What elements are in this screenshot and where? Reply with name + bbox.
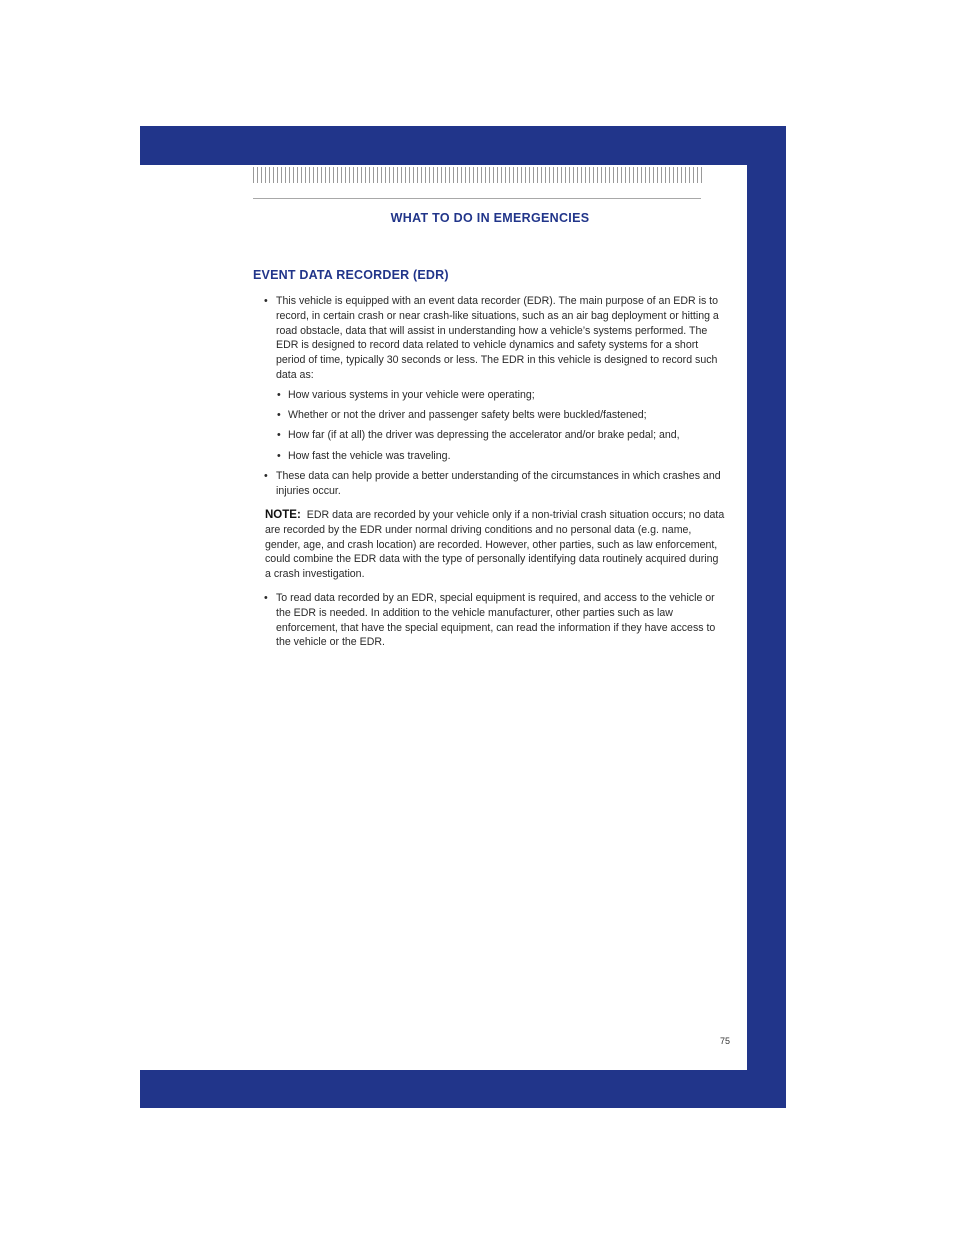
- sub-bullet-text: How various systems in your vehicle were operating;: [288, 389, 535, 401]
- sub-bullet-item: [277, 428, 727, 443]
- frame-right-band: [747, 126, 786, 1108]
- section-title: WHAT TO DO IN EMERGENCIES: [390, 211, 590, 225]
- bullet-icon: •: [277, 409, 281, 421]
- sub-bullet-item: [277, 388, 727, 403]
- bullet-item: [264, 591, 730, 650]
- edr-heading: EVENT DATA RECORDER (EDR): [253, 268, 449, 282]
- sub-bullet-text: How fast the vehicle was traveling.: [288, 450, 451, 462]
- note-label: NOTE:: [265, 509, 301, 521]
- note-text: EDR data are recorded by your vehicle only if a non-trivial crash situation occurs; no data are recorded by the EDR under normal driving conditions and no personal data (e.g. name, gender, age, and crash location) are recorded. However, other parties, such as law enforcement, could combine the EDR data with the type of personally identifying data routinely acquired during a crash investigation.: [265, 509, 725, 581]
- frame-top-band: [140, 126, 786, 165]
- sub-bullet-item: [277, 449, 727, 464]
- sub-bullet-text: Whether or not the driver and passenger safety belts were buckled/fastened;: [288, 409, 647, 421]
- bullet-icon: •: [277, 450, 281, 462]
- bullet-item: [264, 294, 730, 383]
- bullet-text: This vehicle is equipped with an event data recorder (EDR). The main purpose of an EDR is to record, in certain crash or near crash-like situations, such as an air bag deployment or hitting a road obstacle, data that will assist in understanding how a vehicle’s systems performed. The EDR is designed to record data related to vehicle dynamics and safety systems for a short period of time, typically 30 seconds or less. The EDR in this vehicle is designed to record such data as:: [276, 295, 719, 381]
- bullet-icon: •: [277, 389, 281, 401]
- note-paragraph: [265, 508, 727, 582]
- bullet-item: [264, 469, 730, 499]
- bullet-icon: •: [264, 295, 268, 307]
- header-divider: [253, 198, 701, 199]
- bullet-icon: •: [264, 592, 268, 604]
- bullet-text: These data can help provide a better understanding of the circumstances in which crashes and injuries occur.: [276, 470, 721, 497]
- decorative-tick-ruler: [253, 167, 703, 183]
- sub-bullet-item: [277, 408, 727, 423]
- page-number: 75: [719, 1036, 730, 1046]
- frame-bottom-band: [140, 1070, 786, 1108]
- bullet-text: To read data recorded by an EDR, special equipment is required, and access to the vehicle or the EDR is needed. In addition to the vehicle manufacturer, other parties such as law enforcement, that have the special equipment, can read the information if they have access to the vehicle or the EDR.: [276, 592, 716, 649]
- bullet-icon: •: [277, 429, 281, 441]
- bullet-icon: •: [264, 470, 268, 482]
- sub-bullet-text: How far (if at all) the driver was depressing the accelerator and/or brake pedal; and,: [288, 429, 680, 441]
